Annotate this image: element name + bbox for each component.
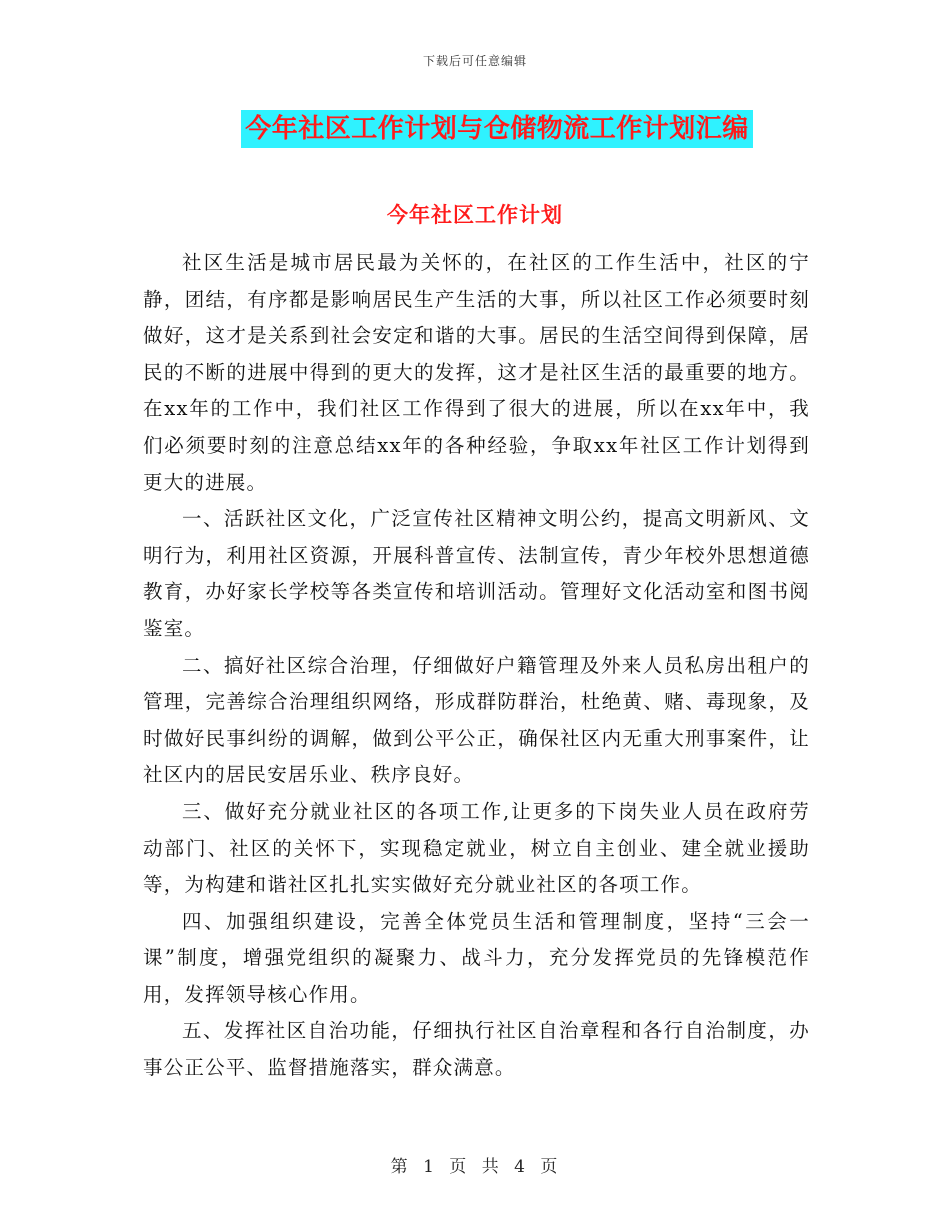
paragraph-item-4: 四、加强组织建设，完善全体党员生活和管理制度，坚持“三会一课”制度，增强党组织的凝聚力、战斗力，充分发挥党员的先锋模范作用，发挥领导核心作用。 [143,909,810,1006]
page-footer: 第 1 页 共 4 页 [390,1157,560,1177]
header-note: 下载后可任意编辑 [422,54,527,68]
paragraph-item-3: 三、做好充分就业社区的各项工作,让更多的下岗失业人员在政府劳动部门、社区的关怀下，实现稳定就业，树立自主创业、建全就业援助等，为构建和谐社区扎扎实实做好充分就业社区的各项工作。 [143,799,810,897]
paragraph-intro: 社区生活是城市居民最为关怀的，在社区的工作生活中，社区的宁静，团结，有序都是影响居民生产生活的大事，所以社区工作必须要时刻做好，这才是关系到社会安定和谐的大事。居民的生活空间得到保障，居民的不断的进展中得到的更大的发挥，这才是社区生活的最重要的地方。在xx年的工作中，我们社区工作得到了很大的进展，所以在xx年中，我们必须要时刻的注意总结xx年的各种经验，争取xx年社区工作计划得到更大的进展。 [143,251,810,494]
main-title-container [0,110,950,148]
paragraph-item-1: 一、活跃社区文化，广泛宣传社区精神文明公约，提高文明新风、文明行为，利用社区资源，开展科普宣传、法制宣传，青少年校外思想道德教育，办好家长学校等各类宣传和培训活动。管理好文化活动室和图书阅鉴室。 [143,507,810,640]
main-title: 今年社区工作计划与仓储物流工作计划汇编 [241,110,753,148]
document-body [143,245,810,1087]
paragraph-item-5: 五、发挥社区自治功能，仔细执行社区自治章程和各行自治制度，办事公正公平、监督措施落实，群众满意。 [143,1019,810,1080]
section-title: 今年社区工作计划 [387,202,563,227]
paragraph-item-2: 二、搞好社区综合治理，仔细做好户籍管理及外来人员私房出租户的管理，完善综合治理组织网络，形成群防群治，杜绝黄、赌、毒现象，及时做好民事纠纷的调解，做到公平公正，确保社区内无重大刑事案件，让社区内的居民安居乐业、秩序良好。 [143,653,810,787]
